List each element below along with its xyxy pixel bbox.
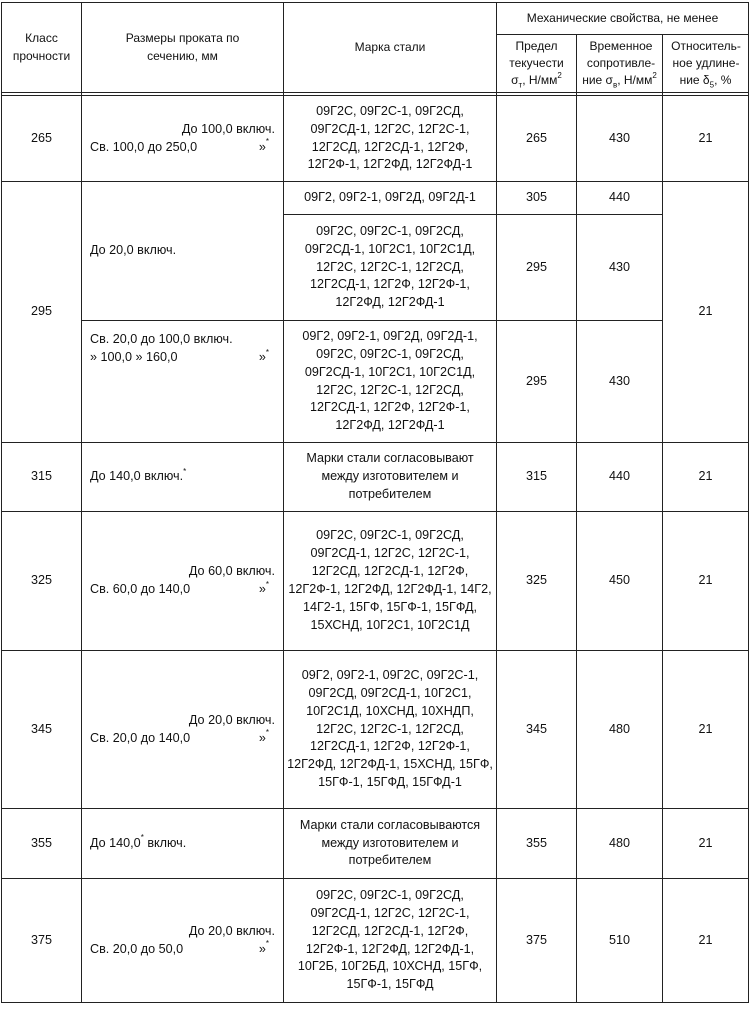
tensile-cell: 430 xyxy=(577,215,663,321)
yield-cell: 295 xyxy=(497,215,577,321)
header-yield-sub: т xyxy=(518,80,523,90)
grade-cell: 09Г2, 09Г2-1, 09Г2С, 09Г2С-1, 09Г2СД, 09Г2СД-1, 10Г2С1, 10Г2С1Д, 10ХСНД, 10ХНДП, 12Г2С, 12Г2С-1, 12Г2СД, 12Г2СД-1, 12Г2Ф, 12Г2Ф-1, 12Г2ФД, 12Г2ФД-1, 15ХСНД, 15ГФ, 15ГФ-1, 15ГФД, 15ГФД-1 xyxy=(284,651,497,809)
header-yield-unit: , Н/мм xyxy=(522,73,558,88)
yield-cell: 375 xyxy=(497,879,577,1003)
steel-properties-table xyxy=(1,2,749,1003)
grade-cell: 09Г2С, 09Г2С-1, 09Г2СД, 09Г2СД-1, 12Г2С, 12Г2С-1, 12Г2СД, 12Г2СД-1, 12Г2Ф, 12Г2Ф-1, 12Г2ФД, 12Г2ФД-1 xyxy=(284,96,497,182)
size-cell xyxy=(82,182,284,321)
header-elong-sub: 5 xyxy=(709,80,715,90)
footnote-mark: * xyxy=(265,347,269,357)
elong-cell: 21 xyxy=(663,96,749,182)
header-tensile-bottom: ние σ xyxy=(582,73,613,88)
grade-cell: 09Г2, 09Г2-1, 09Г2Д, 09Г2Д-1 xyxy=(284,182,497,215)
yield-cell: 325 xyxy=(497,512,577,651)
class-cell: 325 xyxy=(2,512,82,651)
table-row xyxy=(2,879,749,1003)
size-cell xyxy=(82,651,284,809)
tensile-cell: 440 xyxy=(577,443,663,512)
class-cell: 265 xyxy=(2,96,82,182)
class-cell: 355 xyxy=(2,809,82,879)
table-row xyxy=(2,96,749,182)
size-cell xyxy=(82,809,284,879)
header-elong-bottom: ние δ xyxy=(679,73,710,88)
footnote-mark: * xyxy=(140,833,144,843)
header-tensile xyxy=(577,35,663,93)
header-tensile-unit: , Н/мм xyxy=(617,73,653,88)
size-ditto: »* xyxy=(258,347,269,364)
tensile-cell: 430 xyxy=(577,96,663,182)
size-line: До 100,0 включ. xyxy=(181,121,275,136)
elong-cell: 21 xyxy=(663,879,749,1003)
size-line: До 20,0 включ. xyxy=(188,712,275,727)
header-yield-sym: σ xyxy=(511,73,519,88)
header-yield-top: Предел текучести xyxy=(509,38,564,70)
yield-cell: 345 xyxy=(497,651,577,809)
yield-cell: 315 xyxy=(497,443,577,512)
elong-cell: 21 xyxy=(663,651,749,809)
size-line xyxy=(90,941,279,959)
class-cell: 345 xyxy=(2,651,82,809)
grade-cell: 09Г2С, 09Г2С-1, 09Г2СД, 09Г2СД-1, 12Г2С, 12Г2С-1, 12Г2СД, 12Г2СД-1, 12Г2Ф, 12Г2Ф-1, 12Г2ФД, 12Г2ФД-1, 10Г2Б, 10Г2БД, 10ХСНД, 15ГФ, 15ГФ-1, 15ГФД xyxy=(284,879,497,1003)
header-mech-text: Механические свойства, не менее xyxy=(526,10,719,25)
yield-cell: 295 xyxy=(497,321,577,443)
elong-cell: 21 xyxy=(663,443,749,512)
size-line xyxy=(90,349,279,367)
tensile-cell: 450 xyxy=(577,512,663,651)
grade-cell xyxy=(284,809,497,879)
size-line xyxy=(90,581,279,599)
header-yield xyxy=(497,35,577,93)
footnote-mark: * xyxy=(265,728,269,738)
header-elong-unit: , % xyxy=(714,73,732,88)
size-line: До 20,0 включ. xyxy=(188,923,275,938)
header-grade xyxy=(284,3,497,93)
size-cell xyxy=(82,96,284,182)
header-mech xyxy=(497,3,749,35)
size-range: Св. 20,0 до 50,0 xyxy=(90,941,184,956)
tensile-cell: 430 xyxy=(577,321,663,443)
footnote-mark: * xyxy=(265,939,269,949)
size-cell xyxy=(82,443,284,512)
size-line: До 20,0 включ. xyxy=(90,243,177,258)
header-sizes-text: Размеры проката по сечению, мм xyxy=(125,31,240,63)
table-row xyxy=(2,182,749,215)
header-yield-sq: 2 xyxy=(557,71,562,81)
header-class-text: Класс прочности xyxy=(12,31,71,63)
grade-note: Марки стали согласовываются между изготовителем и потребителем xyxy=(299,817,481,868)
elong-cell: 21 xyxy=(663,512,749,651)
header-tensile-sq: 2 xyxy=(652,71,657,81)
elong-cell: 21 xyxy=(663,182,749,443)
yield-cell: 265 xyxy=(497,96,577,182)
footnote-mark: * xyxy=(265,137,269,147)
table-row xyxy=(2,651,749,809)
grade-cell: 09Г2С, 09Г2С-1, 09Г2СД, 09Г2СД-1, 10Г2С1, 10Г2С1Д, 12Г2С, 12Г2С-1, 12Г2СД, 12Г2СД-1, 12Г2Ф, 12Г2Ф-1, 12Г2ФД, 12Г2ФД-1 xyxy=(284,215,497,321)
header-sizes xyxy=(82,3,284,93)
size-cell xyxy=(82,321,284,443)
size-range: Св. 60,0 до 140,0 xyxy=(90,582,191,596)
elong-cell: 21 xyxy=(663,809,749,879)
footnote-mark: * xyxy=(265,579,269,589)
table-row xyxy=(2,321,749,443)
class-cell: 295 xyxy=(2,182,82,443)
header-tensile-sub: в xyxy=(612,80,618,90)
grade-cell xyxy=(284,443,497,512)
table-row xyxy=(2,512,749,651)
size-ditto: »* xyxy=(258,579,269,596)
size-line: До 140,0 включ. xyxy=(90,469,184,484)
header-elong-top: Относитель-ное удлине- xyxy=(671,38,741,70)
yield-cell: 305 xyxy=(497,182,577,215)
header-tensile-top: Временное сопротивле- xyxy=(586,38,656,70)
class-cell: 375 xyxy=(2,879,82,1003)
size-ditto: »* xyxy=(258,939,269,956)
size-ditto: »* xyxy=(258,728,269,745)
size-cell xyxy=(82,879,284,1003)
size-range: Св. 20,0 до 140,0 xyxy=(90,730,191,745)
grade-note: Марки стали согласовывают между изготовителем и потребителем xyxy=(306,451,474,501)
table-row xyxy=(2,443,749,512)
header-grade-text: Марка стали xyxy=(354,39,426,54)
grade-cell: 09Г2, 09Г2-1, 09Г2Д, 09Г2Д-1, 09Г2С, 09Г2С-1, 09Г2СД, 09Г2СД-1, 10Г2С1, 10Г2С1Д, 12Г2С, 12Г2С-1, 12Г2СД, 12Г2СД-1, 12Г2Ф, 12Г2Ф-1, 12Г2ФД, 12Г2ФД-1 xyxy=(284,321,497,443)
size-cell xyxy=(82,512,284,651)
header-class xyxy=(2,3,82,93)
tensile-cell: 440 xyxy=(577,182,663,215)
tensile-cell: 510 xyxy=(577,879,663,1003)
yield-cell: 355 xyxy=(497,809,577,879)
size-line xyxy=(90,139,279,157)
grade-cell: 09Г2С, 09Г2С-1, 09Г2СД, 09Г2СД-1, 12Г2С, 12Г2С-1, 12Г2СД, 12Г2СД-1, 12Г2Ф, 12Г2Ф-1, 12Г2ФД, 12Г2ФД-1, 14Г2, 14Г2-1, 15ГФ, 15ГФ-1, 15ГФД, 15ХСНД, 10Г2С1, 10Г2С1Д xyxy=(284,512,497,651)
size-line: До 60,0 включ. xyxy=(188,564,275,579)
tensile-cell: 480 xyxy=(577,651,663,809)
size-range: Св. 100,0 до 250,0 xyxy=(90,139,198,154)
size-ditto: »* xyxy=(258,137,269,154)
header-elong xyxy=(663,35,749,93)
tensile-cell: 480 xyxy=(577,809,663,879)
size-line xyxy=(90,730,279,748)
size-range: До 140,0 xyxy=(90,835,141,850)
size-range: » 100,0 » 160,0 xyxy=(90,349,178,364)
size-suffix: включ. xyxy=(143,835,187,850)
table-row xyxy=(2,809,749,879)
size-line: Св. 20,0 до 100,0 включ. xyxy=(90,332,233,346)
class-cell: 315 xyxy=(2,443,82,512)
footnote-mark: * xyxy=(183,466,187,476)
